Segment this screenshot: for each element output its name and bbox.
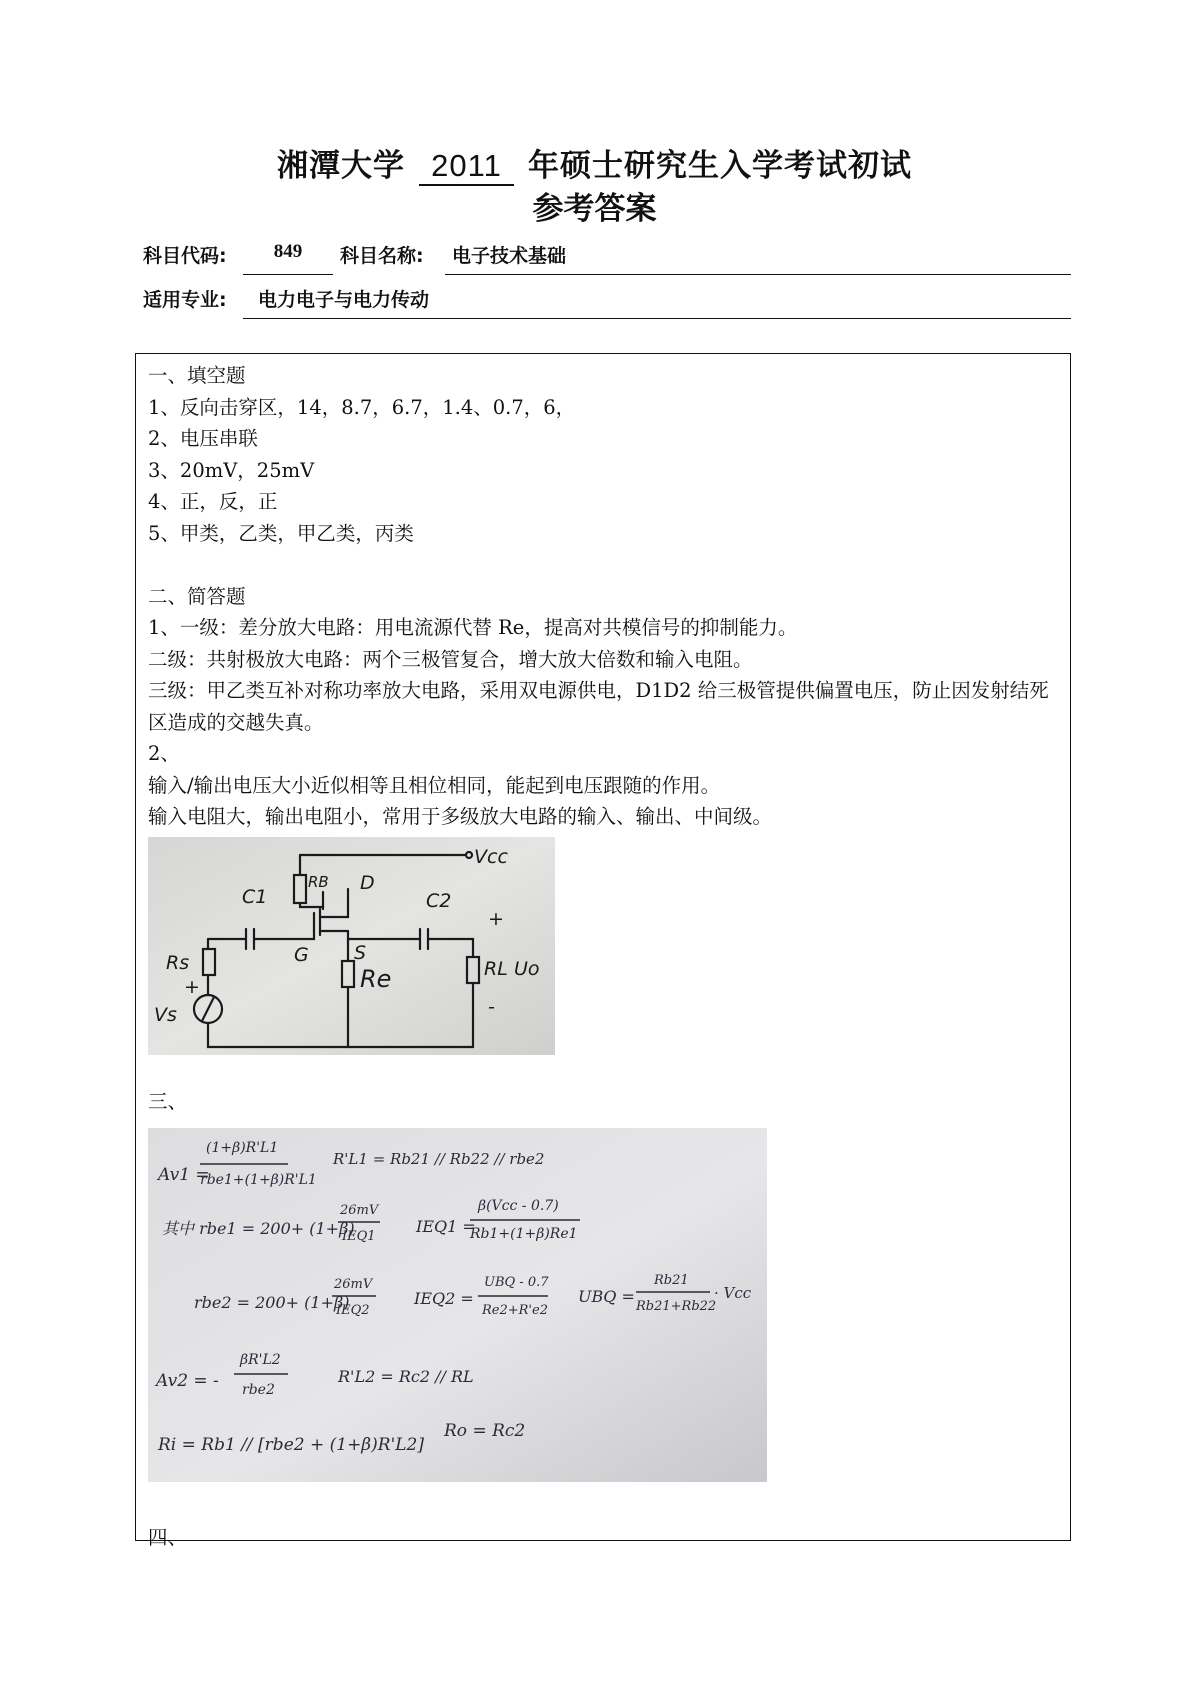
short-answer-1-line-2: 二级：共射极放大电路：两个三极管复合，增大放大倍数和输入电阻。 (148, 647, 753, 671)
fill-blank-answer-3: 3、20mV，25mV (148, 458, 315, 482)
ieq1-lhs: IEQ1 = (416, 1216, 476, 1236)
rl1-prime-formula: R'L1 = Rb21 // Rb22 // rbe2 (333, 1149, 545, 1168)
source-follower-circuit-figure (148, 837, 555, 1055)
section-3-heading: 三、 (148, 1090, 188, 1113)
major-value: 电力电子与电力传动 (258, 289, 430, 311)
title-suffix: 年硕士研究生入学考试初试 (528, 148, 912, 184)
short-answer-2-number: 2、 (148, 742, 180, 765)
ieq1-numerator: β(Vcc - 0.7) (478, 1197, 559, 1214)
subject-code-underline (243, 274, 333, 275)
uo-label: Uo (514, 957, 540, 980)
ro-formula: Ro = Rc2 (444, 1420, 526, 1441)
answer-content (148, 360, 1060, 1553)
rl-label: RL (484, 957, 508, 980)
input-plus-label: + (184, 975, 200, 998)
output-minus-label: - (488, 995, 495, 1018)
blank-line (148, 1482, 1060, 1522)
ieq2-lhs: IEQ2 = (414, 1288, 474, 1308)
ieq2-denominator: Re2+R'e2 (482, 1302, 548, 1318)
rl2-prime-formula: R'L2 = Rc2 // RL (338, 1366, 474, 1386)
rbe1-denominator: IEQ1 (342, 1228, 376, 1244)
subject-name-underline (445, 274, 1071, 275)
av2-denominator: rbe2 (242, 1381, 275, 1398)
vcc-label: Vcc (474, 845, 508, 868)
c1-label: C1 (242, 885, 268, 908)
av1-denominator: rbe1+(1+β)R'L1 (200, 1171, 317, 1188)
ubq-tail: · Vcc (714, 1283, 752, 1302)
blank-line (148, 1055, 1060, 1087)
drain-label: D (360, 871, 375, 894)
subject-name-value: 电子技术基础 (452, 245, 567, 267)
ubq-lhs: UBQ = (578, 1286, 635, 1306)
short-answer-1-line-1: 1、一级：差分放大电路：用电流源代替 Re，提高对共模信号的抑制能力。 (148, 616, 798, 639)
rbe2-lhs: rbe2 = 200+ (1+β) (194, 1292, 350, 1312)
fill-blank-answer-5: 5、甲类，乙类，甲乙类，丙类 (148, 521, 414, 545)
answer-box (135, 353, 1071, 1549)
short-answer-2-line-2: 输入电阻大，输出电阻小，常用于多级放大电路的输入、输出、中间级。 (148, 805, 773, 828)
av1-lhs: Av1 = (158, 1164, 210, 1185)
title-prefix: 湘潭大学 (277, 148, 405, 184)
handwritten-formulas-figure (148, 1128, 767, 1482)
rbe1-lhs: 其中 rbe1 = 200+ (1+β) (162, 1218, 355, 1238)
source-label: S (354, 941, 367, 964)
section-1-heading: 一、填空题 (148, 364, 246, 387)
page-subtitle: 参考答案 (532, 191, 657, 227)
major-label: 适用专业: (143, 289, 227, 311)
ieq1-denominator: Rb1+(1+β)Re1 (470, 1225, 578, 1242)
subject-code-label: 科目代码: (143, 245, 227, 267)
gate-label: G (294, 943, 309, 966)
ubq-numerator: Rb21 (654, 1272, 689, 1288)
section-4-heading: 四、 (148, 1525, 188, 1549)
fill-blank-answer-1: 1、反向击穿区，14，8.7，6.7，1.4、0.7，6， (148, 395, 576, 419)
vs-label: Vs (154, 1003, 177, 1026)
rb-label: RB (308, 872, 329, 891)
rbe2-numerator: 26mV (334, 1276, 373, 1292)
section-2-heading: 二、简答题 (148, 584, 246, 608)
rs-label: Rs (166, 951, 190, 974)
subject-code-value: 849 (273, 241, 303, 262)
re-label: Re (360, 964, 392, 993)
short-answer-1-line-3: 三级：甲乙类互补对称功率放大电路，采用双电源供电，D1D2 给三极管提供偏置电压，防止因发射结死区造成的交越失真。 (148, 679, 1049, 734)
rbe1-numerator: 26mV (340, 1202, 379, 1218)
ubq-denominator: Rb21+Rb22 (636, 1298, 717, 1314)
c2-label: C2 (426, 889, 452, 912)
page-title (0, 140, 1189, 186)
av1-numerator: (1+β)R'L1 (206, 1139, 279, 1156)
fill-blank-answer-4: 4、正，反，正 (148, 490, 278, 513)
av2-lhs: Av2 = - (156, 1370, 219, 1391)
subject-name-label: 科目名称: (340, 245, 424, 267)
ri-formula: Ri = Rb1 // [rbe2 + (1+β)R'L2] (158, 1434, 424, 1455)
major-underline (243, 318, 1071, 319)
ieq2-numerator: UBQ - 0.7 (484, 1274, 549, 1290)
fill-blank-answer-2: 2、电压串联 (148, 427, 258, 450)
blank-line (148, 549, 1060, 581)
output-plus-label: + (488, 907, 504, 930)
rbe2-denominator: IEQ2 (336, 1302, 370, 1318)
short-answer-2-line-1: 输入/输出电压大小近似相等且相位相同，能起到电压跟随的作用。 (148, 773, 721, 797)
exam-year: 2011 (419, 148, 514, 186)
av2-numerator: βR'L2 (240, 1351, 281, 1368)
